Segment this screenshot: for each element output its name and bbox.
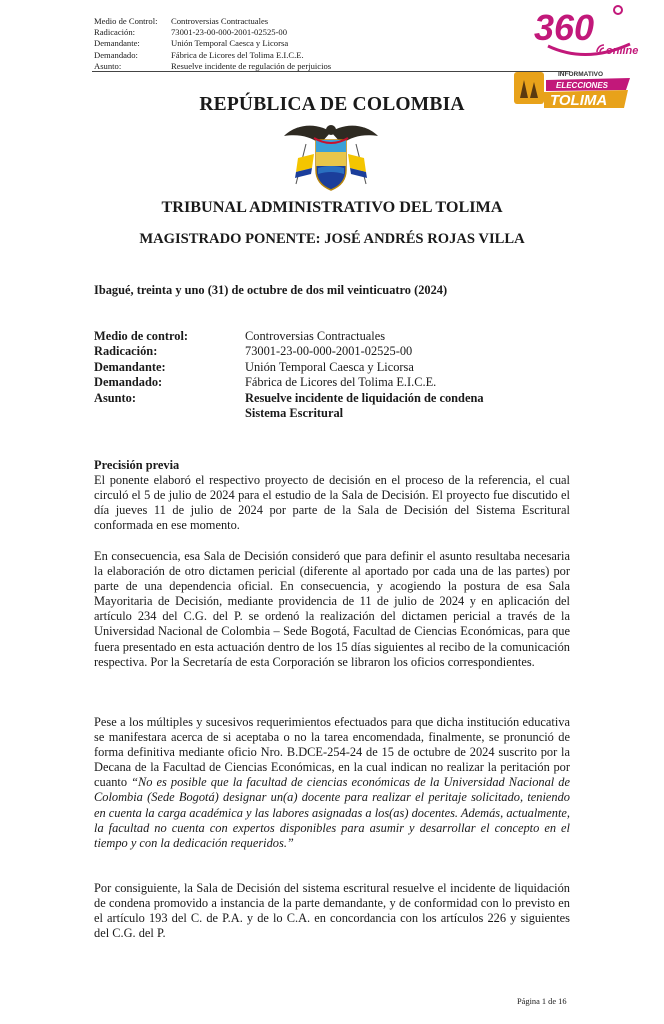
paragraph-consecuencia — [94, 549, 570, 670]
header-key: Demandante: — [94, 38, 140, 49]
meta-row — [94, 360, 575, 375]
header-key: Medio de Control: — [94, 16, 158, 26]
meta-row-asunto — [94, 391, 575, 422]
case-metadata — [94, 329, 575, 421]
header-row — [94, 50, 331, 61]
meta-row — [94, 344, 575, 359]
section-title: Precisión previa — [94, 458, 180, 472]
meta-asunto-value — [245, 391, 575, 422]
header-value: Unión Temporal Caesca y Licorsa — [171, 38, 289, 49]
header-value: Resuelve incidente de regulación de perjuicios — [171, 60, 332, 71]
paragraph-quote: “No es posible que la facultad de ciencias económicas de la Universidad Nacional de Colombia (Sede Bogotá) designar un(a) docente para realizar el peritaje solicitado, teniendo en cuenta la carga académica y las labores asignadas a los(as) docentes. Además, actualmente, la facultad no cuenta con expertos disponibles para asumir y desarrollar el concepto en el tiempo y con la dedicación requeridos.” — [94, 775, 570, 850]
meta-value: 73001-23-00-000-2001-02525-00 — [245, 344, 413, 359]
meta-row — [94, 329, 575, 344]
header-value: Controversias Contractuales — [171, 16, 269, 26]
paragraph-text: El ponente elaboró el respectivo proyecto de decisión en el proceso de la referencia, el cual circuló el 5 de julio de 2024 para el estudio de la Sala de Decisión. El proyecto fue discutido el día jueves 11 de julio de 2024 por parte de la Sala de Decisión del Sistema Escritural conformada en ese momento. — [94, 473, 570, 533]
header-key: Demandado: — [94, 49, 138, 60]
header-value: 73001-23-00-000-2001-02525-00 — [171, 27, 287, 38]
logo-360-text: 360 — [534, 7, 595, 48]
header-key: Radicación: — [94, 27, 136, 38]
meta-value: Controversias Contractuales — [245, 329, 386, 343]
header-value: Fábrica de Licores del Tolima E.I.C.E. — [171, 49, 304, 60]
meta-value: Fábrica de Licores del Tolima E.I.C.E. — [245, 375, 437, 390]
running-header — [94, 16, 331, 72]
title-magistrado: MAGISTRADO PONENTE: JOSÉ ANDRÉS ROJAS VILLA — [139, 231, 525, 247]
header-divider — [92, 71, 570, 72]
meta-key: Asunto: — [94, 390, 136, 405]
meta-key: Demandante: — [94, 359, 166, 374]
meta-row — [94, 375, 575, 390]
meta-key: Demandado: — [94, 375, 163, 390]
title-tribunal: TRIBUNAL ADMINISTRATIVO DEL TOLIMA — [161, 198, 503, 216]
paragraph-requerimientos — [94, 715, 570, 851]
logo-online-text: online — [606, 45, 639, 57]
page-number: Página 1 de 16 — [517, 997, 567, 1006]
meta-value: Unión Temporal Caesca y Licorsa — [245, 359, 414, 374]
header-key: Asunto: — [94, 60, 122, 71]
logo-tolima-text: TOLIMA — [550, 92, 608, 109]
meta-key: Radicación: — [94, 344, 158, 359]
paragraph-text: En consecuencia, esa Sala de Decisión consideró que para definir el asunto resultaba necesaria la elaboración de otro dictamen pericial (diferente al aportado por cada una de las partes) por parte de una dependencia oficial. En consecuencia, y acogiendo la postura de esa Sala Mayoritaria de Decisión, mediante providencia de 11 de julio de 2024 y en aplicación del artículo 234 del C.G. del P. se ordenó la realización del dictamen pericial a través de la Universidad Nacional de Colombia – Sede Bogotá, Facultad de Ciencias Económicas, para que fuera presentado en esta actuación dentro de los 15 días siguientes al recibo de la comunicación respectiva. Por la Secretaría de esta Corporación se libraron los oficios correspondientes. — [94, 549, 570, 669]
header-row — [94, 27, 331, 38]
logo-informativo-text: INFORMATIVO — [558, 71, 604, 78]
paragraph-consiguiente — [94, 881, 570, 941]
logo-elecciones-text: ELECCIONES — [556, 81, 609, 90]
header-row — [94, 38, 331, 49]
wifi-icon — [597, 45, 604, 52]
meta-asunto-line-2: Sistema Escritural — [245, 406, 344, 421]
header-row — [94, 16, 331, 27]
paragraph-text: Por consiguiente, la Sala de Decisión del sistema escritural resuelve el incidente de liquidación de condena promovido a instancia de la parte demandante, y de conformidad con lo previsto en el artículo 193 del C. de P.A. y de lo C.A. en concordancia con los artículos 226 y siguientes del C.G. del P. — [94, 881, 570, 941]
logo-360-online — [526, 2, 644, 66]
paragraph-precision-previa — [94, 458, 570, 533]
meta-asunto-line-1: Resuelve incidente de liquidación de condena — [245, 390, 484, 405]
coat-of-arms-icon — [276, 118, 386, 198]
paragraph-text: Pese a los múltiples y sucesivos requerimientos efectuados para que dicha institución educativa se manifestara acerca de si aceptaba o no la tarea encomendada, finalmente, se pronunció de forma definitiva mediante oficio Nro. B.DCE-254-24 de 15 de octubre de 2024 suscrito por la Decana de la Facultad de Ciencias Económicas, en la cual indican no realizar la peritación por cuanto — [94, 715, 570, 790]
meta-key: Medio de control: — [94, 329, 189, 343]
title-republica: REPÚBLICA DE COLOMBIA — [199, 94, 465, 115]
document-date: Ibagué, treinta y uno (31) de octubre de dos mil veinticuatro (2024) — [94, 283, 448, 297]
